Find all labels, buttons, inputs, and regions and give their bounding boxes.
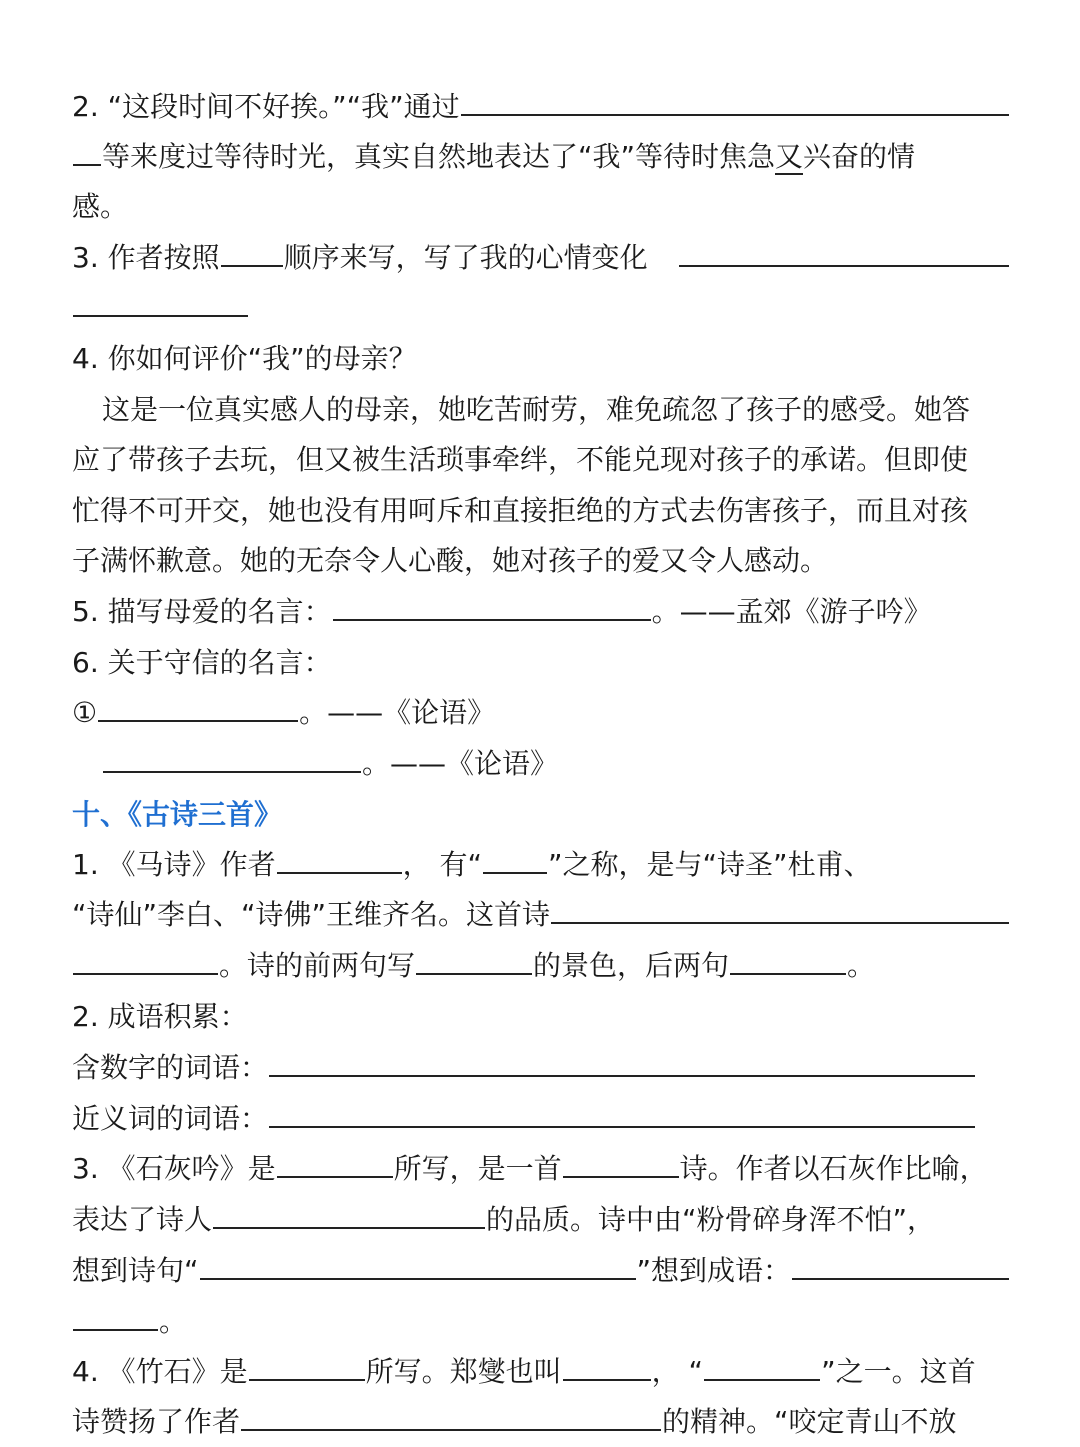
s4-text-f: 的精神。“咬定青山不放	[662, 1405, 957, 1438]
q6-blank-1[interactable]	[98, 690, 298, 722]
section-10-title: 十、《古诗三首》	[72, 798, 283, 831]
s3-text-b: 所写，是一首	[393, 1152, 562, 1185]
q5-blank[interactable]	[333, 589, 651, 621]
s1-text-a: 1. 《马诗》作者	[72, 848, 276, 881]
q2-text-3: 兴奋的情	[803, 140, 916, 173]
q3-text-b: 顺序来写，写了我的心情变化	[283, 241, 648, 274]
s1-text-e: 。诗的前两句写	[219, 949, 416, 982]
s1-text-g: 。	[847, 949, 876, 982]
q5-text-b: 。——孟郊《游子吟》	[651, 595, 932, 628]
s3-line-1	[72, 1144, 1010, 1194]
q4-answer-line-2: 应了带孩子去玩，但又被生活琐事牵绊，不能兑现对孩子的承诺。但即使	[72, 443, 969, 476]
q3-text-a: 3. 作者按照	[72, 241, 220, 274]
s2-title-text: 2. 成语积累：	[72, 1000, 248, 1033]
s2-synonyms-label: 近义词的词语：	[72, 1102, 269, 1135]
q6-item-2	[72, 739, 1010, 789]
s3-line-2	[72, 1195, 1010, 1245]
q2-line-3	[72, 182, 1010, 232]
q4-question	[72, 334, 1010, 384]
s2-numbers-label: 含数字的词语：	[72, 1051, 269, 1084]
s4-text-b: 所写。郑燮也叫	[365, 1355, 562, 1388]
s3-text-g: ”想到成语：	[636, 1254, 792, 1287]
s2-synonyms-blank[interactable]	[269, 1096, 975, 1128]
q2-text: 2. “这段时间不好挨。”“我”通过	[72, 90, 460, 123]
q2-blank[interactable]	[461, 84, 1009, 116]
q2-line-1	[72, 82, 1010, 132]
q4-answer-line-3: 忙得不可开交，她也没有用呵斥和直接拒绝的方式去伤害孩子，而且对孩	[72, 494, 969, 527]
q4-question-text: 4. 你如何评价“我”的母亲？	[72, 342, 417, 375]
s2-numbers-line	[72, 1043, 976, 1093]
s1-blank-author[interactable]	[277, 842, 402, 874]
s4-blank-spirit[interactable]	[241, 1399, 661, 1431]
s4-line-1	[72, 1347, 1010, 1397]
s1-text-f: 的景色，后两句	[533, 949, 730, 982]
q6-item-2-source: 。——《论语》	[362, 747, 559, 780]
s1-text-b: ， 有“	[402, 848, 483, 881]
q4-answer-line-1: 这是一位真实感人的母亲，她吃苦耐劳，难免疏忽了孩子的感受。她答	[102, 393, 971, 426]
s1-blank-latter[interactable]	[730, 943, 846, 975]
q5-line	[72, 587, 1010, 637]
q6-title-text: 6. 关于守信的名言：	[72, 646, 332, 679]
s1-blank-poem-1[interactable]	[551, 892, 1009, 924]
s3-text-c: 诗。作者以石灰作比喻，	[679, 1152, 988, 1185]
s4-blank-alias[interactable]	[563, 1349, 651, 1381]
s3-line-4	[72, 1297, 1010, 1347]
q6-item-1-source: 。——《论语》	[299, 696, 496, 729]
q6-blank-2[interactable]	[103, 741, 361, 773]
s3-text-a: 3. 《石灰吟》是	[72, 1152, 276, 1185]
s3-blank-verse[interactable]	[200, 1248, 636, 1280]
s3-text-h: 。	[159, 1305, 188, 1338]
s3-blank-type[interactable]	[563, 1146, 679, 1178]
q2-line-2	[72, 132, 1010, 182]
q5-text-a: 5. 描写母爱的名言：	[72, 595, 332, 628]
s3-text-d: 表达了诗人	[72, 1203, 213, 1236]
s1-blank-poem-2[interactable]	[73, 943, 218, 975]
q3-line-2	[72, 283, 1010, 333]
s1-line-3	[72, 941, 1010, 991]
s1-text-c: ”之称，是与“诗圣”杜甫、	[548, 848, 872, 881]
q6-title	[72, 638, 1010, 688]
s4-text-e: 诗赞扬了作者	[72, 1405, 241, 1438]
s3-blank-author[interactable]	[277, 1146, 393, 1178]
s4-blank-author[interactable]	[249, 1349, 365, 1381]
s3-blank-quality[interactable]	[213, 1197, 485, 1229]
s1-line-1	[72, 840, 1010, 890]
q2-blank-cont[interactable]	[73, 134, 101, 166]
s1-blank-scene[interactable]	[416, 943, 532, 975]
q6-item-1-marker: ①	[72, 696, 98, 729]
s4-text-d: ”之一。这首	[821, 1355, 976, 1388]
q6-item-1	[72, 688, 1010, 738]
s3-blank-idiom-2[interactable]	[73, 1299, 158, 1331]
q4-answer-line-4: 子满怀歉意。她的无奈令人心酸，她对孩子的爱又令人感动。	[72, 544, 829, 577]
s2-synonyms-line	[72, 1094, 976, 1144]
s4-text-a: 4. 《竹石》是	[72, 1355, 248, 1388]
s1-text-d: “诗仙”李白、“诗佛”王维齐名。这首诗	[72, 898, 551, 931]
s3-line-3	[72, 1246, 1010, 1296]
q2-underlined-word: 又	[775, 140, 804, 173]
s1-blank-title[interactable]	[483, 842, 547, 874]
s2-numbers-blank[interactable]	[269, 1045, 975, 1077]
q3-blank-mood-2[interactable]	[73, 285, 248, 317]
s4-text-c: ， “	[651, 1355, 704, 1388]
q2-text-2: 等来度过等待时光，真实自然地表达了“我”等待时焦急	[102, 140, 776, 173]
s3-blank-idiom-1[interactable]	[792, 1248, 1009, 1280]
q3-line-1	[72, 233, 1010, 283]
s3-text-e: 的品质。诗中由“粉骨碎身浑不怕”，	[486, 1203, 936, 1236]
q3-blank-order[interactable]	[221, 235, 283, 267]
q2-text-4: 感。	[72, 190, 129, 223]
q3-blank-mood-1[interactable]	[679, 235, 1009, 267]
s1-line-2	[72, 890, 1010, 940]
s4-blank-group[interactable]	[704, 1349, 820, 1381]
s3-text-f: 想到诗句“	[72, 1254, 199, 1287]
s2-title	[72, 992, 1010, 1042]
